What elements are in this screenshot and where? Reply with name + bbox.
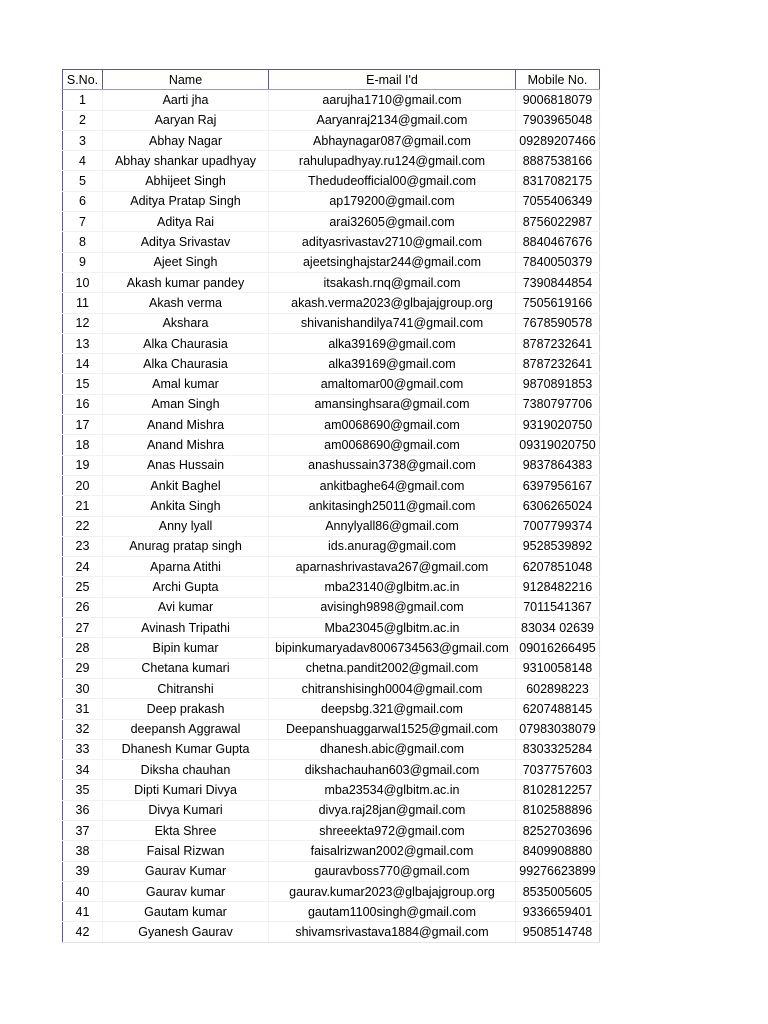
name-cell: Gyanesh Gaurav [103, 922, 269, 942]
email-cell: shivamsrivastava1884@gmail.com [269, 922, 516, 942]
email-cell: bipinkumaryadav8006734563@gmail.com [269, 638, 516, 658]
mobile-cell: 9508514748 [516, 922, 600, 942]
serial-number-cell: 10 [63, 272, 103, 292]
name-cell: Faisal Rizwan [103, 841, 269, 861]
email-cell: akash.verma2023@glbajajgroup.org [269, 293, 516, 313]
mobile-cell: 09319020750 [516, 435, 600, 455]
name-cell: Aaryan Raj [103, 110, 269, 130]
email-cell: anashussain3738@gmail.com [269, 455, 516, 475]
mobile-cell: 6306265024 [516, 496, 600, 516]
name-cell: deepansh Aggrawal [103, 719, 269, 739]
mobile-cell: 602898223 [516, 678, 600, 698]
table-row [63, 597, 600, 617]
mobile-cell: 8102588896 [516, 800, 600, 820]
email-cell: chitranshisingh0004@gmail.com [269, 678, 516, 698]
serial-number-cell: 11 [63, 293, 103, 313]
table-row [63, 252, 600, 272]
serial-number-cell: 24 [63, 557, 103, 577]
serial-number-cell: 1 [63, 90, 103, 110]
name-cell: Divya Kumari [103, 800, 269, 820]
email-cell: dikshachauhan603@gmail.com [269, 760, 516, 780]
mobile-cell: 9336659401 [516, 902, 600, 922]
table-row [63, 678, 600, 698]
serial-number-cell: 17 [63, 415, 103, 435]
name-cell: Anurag pratap singh [103, 536, 269, 556]
email-cell: Abhaynagar087@gmail.com [269, 130, 516, 150]
email-cell: Thedudeofficial00@gmail.com [269, 171, 516, 191]
serial-number-cell: 33 [63, 739, 103, 759]
table-row [63, 902, 600, 922]
name-cell: Ajeet Singh [103, 252, 269, 272]
mobile-cell: 8840467676 [516, 232, 600, 252]
name-cell: Anand Mishra [103, 415, 269, 435]
serial-number-cell: 16 [63, 394, 103, 414]
mobile-cell: 6207488145 [516, 699, 600, 719]
email-cell: faisalrizwan2002@gmail.com [269, 841, 516, 861]
header-serial-number: S.No. [63, 70, 103, 90]
name-cell: Aditya Srivastav [103, 232, 269, 252]
serial-number-cell: 4 [63, 151, 103, 171]
email-cell: Annylyall86@gmail.com [269, 516, 516, 536]
table-row [63, 577, 600, 597]
name-cell: Deep prakash [103, 699, 269, 719]
header-mobile: Mobile No. [516, 70, 600, 90]
email-cell: itsakash.rnq@gmail.com [269, 272, 516, 292]
serial-number-cell: 3 [63, 130, 103, 150]
name-cell: Dipti Kumari Divya [103, 780, 269, 800]
mobile-cell: 7903965048 [516, 110, 600, 130]
email-cell: gaurav.kumar2023@glbajajgroup.org [269, 881, 516, 901]
table-row [63, 354, 600, 374]
email-cell: deepsbg.321@gmail.com [269, 699, 516, 719]
serial-number-cell: 14 [63, 354, 103, 374]
mobile-cell: 8787232641 [516, 333, 600, 353]
mobile-cell: 7055406349 [516, 191, 600, 211]
name-cell: Amal kumar [103, 374, 269, 394]
email-cell: amansinghsara@gmail.com [269, 394, 516, 414]
name-cell: Alka Chaurasia [103, 354, 269, 374]
table-row [63, 496, 600, 516]
name-cell: Anand Mishra [103, 435, 269, 455]
table-row [63, 638, 600, 658]
mobile-cell: 09016266495 [516, 638, 600, 658]
serial-number-cell: 34 [63, 760, 103, 780]
email-cell: Mba23045@glbitm.ac.in [269, 618, 516, 638]
serial-number-cell: 12 [63, 313, 103, 333]
mobile-cell: 9319020750 [516, 415, 600, 435]
mobile-cell: 9528539892 [516, 536, 600, 556]
serial-number-cell: 42 [63, 922, 103, 942]
name-cell: Gautam kumar [103, 902, 269, 922]
table-row [63, 151, 600, 171]
email-cell: alka39169@gmail.com [269, 354, 516, 374]
table-row [63, 374, 600, 394]
table-row [63, 841, 600, 861]
table-row [63, 232, 600, 252]
table-row [63, 760, 600, 780]
name-cell: Akash kumar pandey [103, 272, 269, 292]
header-email: E-mail I'd [269, 70, 516, 90]
table-row [63, 820, 600, 840]
mobile-cell: 8303325284 [516, 739, 600, 759]
mobile-cell: 9870891853 [516, 374, 600, 394]
serial-number-cell: 40 [63, 881, 103, 901]
name-cell: Alka Chaurasia [103, 333, 269, 353]
serial-number-cell: 15 [63, 374, 103, 394]
serial-number-cell: 41 [63, 902, 103, 922]
email-cell: dhanesh.abic@gmail.com [269, 739, 516, 759]
mobile-cell: 9128482216 [516, 577, 600, 597]
name-cell: Avi kumar [103, 597, 269, 617]
table-row [63, 110, 600, 130]
name-cell: Aparna Atithi [103, 557, 269, 577]
email-cell: alka39169@gmail.com [269, 333, 516, 353]
name-cell: Diksha chauhan [103, 760, 269, 780]
table-row [63, 435, 600, 455]
mobile-cell: 8535005605 [516, 881, 600, 901]
email-cell: arai32605@gmail.com [269, 212, 516, 232]
email-cell: mba23534@glbitm.ac.in [269, 780, 516, 800]
name-cell: Abhijeet Singh [103, 171, 269, 191]
header-name: Name [103, 70, 269, 90]
serial-number-cell: 32 [63, 719, 103, 739]
table-row [63, 516, 600, 536]
email-cell: adityasrivastav2710@gmail.com [269, 232, 516, 252]
mobile-cell: 8102812257 [516, 780, 600, 800]
mobile-cell: 7505619166 [516, 293, 600, 313]
serial-number-cell: 23 [63, 536, 103, 556]
table-row [63, 719, 600, 739]
mobile-cell: 7678590578 [516, 313, 600, 333]
mobile-cell: 7840050379 [516, 252, 600, 272]
mobile-cell: 8409908880 [516, 841, 600, 861]
email-cell: ajeetsinghajstar244@gmail.com [269, 252, 516, 272]
mobile-cell: 09289207466 [516, 130, 600, 150]
table-row [63, 658, 600, 678]
mobile-cell: 8887538166 [516, 151, 600, 171]
email-cell: aarujha1710@gmail.com [269, 90, 516, 110]
table-row [63, 800, 600, 820]
table-row [63, 699, 600, 719]
mobile-cell: 6397956167 [516, 475, 600, 495]
name-cell: Ekta Shree [103, 820, 269, 840]
serial-number-cell: 13 [63, 333, 103, 353]
table-row [63, 922, 600, 942]
serial-number-cell: 38 [63, 841, 103, 861]
table-row [63, 212, 600, 232]
contact-table [62, 69, 600, 943]
table-body [63, 90, 600, 942]
header-row [63, 70, 600, 90]
table-row [63, 130, 600, 150]
name-cell: Aditya Pratap Singh [103, 191, 269, 211]
name-cell: Gaurav kumar [103, 881, 269, 901]
mobile-cell: 7007799374 [516, 516, 600, 536]
mobile-cell: 6207851048 [516, 557, 600, 577]
mobile-cell: 8317082175 [516, 171, 600, 191]
serial-number-cell: 7 [63, 212, 103, 232]
table-row [63, 191, 600, 211]
table-row [63, 780, 600, 800]
serial-number-cell: 28 [63, 638, 103, 658]
mobile-cell: 8756022987 [516, 212, 600, 232]
table-row [63, 333, 600, 353]
mobile-cell: 9310058148 [516, 658, 600, 678]
name-cell: Akash verma [103, 293, 269, 313]
table-row [63, 475, 600, 495]
table-row [63, 455, 600, 475]
mobile-cell: 9006818079 [516, 90, 600, 110]
serial-number-cell: 5 [63, 171, 103, 191]
table-row [63, 739, 600, 759]
serial-number-cell: 20 [63, 475, 103, 495]
mobile-cell: 07983038079 [516, 719, 600, 739]
name-cell: Abhay shankar upadhyay [103, 151, 269, 171]
table-row [63, 536, 600, 556]
mobile-cell: 7380797706 [516, 394, 600, 414]
table-row [63, 618, 600, 638]
email-cell: rahulupadhyay.ru124@gmail.com [269, 151, 516, 171]
serial-number-cell: 19 [63, 455, 103, 475]
mobile-cell: 99276623899 [516, 861, 600, 881]
name-cell: Aarti jha [103, 90, 269, 110]
name-cell: Bipin kumar [103, 638, 269, 658]
serial-number-cell: 21 [63, 496, 103, 516]
serial-number-cell: 2 [63, 110, 103, 130]
email-cell: mba23140@glbitm.ac.in [269, 577, 516, 597]
serial-number-cell: 9 [63, 252, 103, 272]
email-cell: avisingh9898@gmail.com [269, 597, 516, 617]
email-cell: amaltomar00@gmail.com [269, 374, 516, 394]
table-row [63, 293, 600, 313]
name-cell: Ankita Singh [103, 496, 269, 516]
serial-number-cell: 18 [63, 435, 103, 455]
email-cell: am0068690@gmail.com [269, 415, 516, 435]
serial-number-cell: 36 [63, 800, 103, 820]
name-cell: Abhay Nagar [103, 130, 269, 150]
email-cell: divya.raj28jan@gmail.com [269, 800, 516, 820]
serial-number-cell: 27 [63, 618, 103, 638]
serial-number-cell: 37 [63, 820, 103, 840]
table-row [63, 313, 600, 333]
name-cell: Anny lyall [103, 516, 269, 536]
table-row [63, 394, 600, 414]
name-cell: Archi Gupta [103, 577, 269, 597]
table-row [63, 272, 600, 292]
name-cell: Avinash Tripathi [103, 618, 269, 638]
serial-number-cell: 6 [63, 191, 103, 211]
name-cell: Ankit Baghel [103, 475, 269, 495]
email-cell: am0068690@gmail.com [269, 435, 516, 455]
email-cell: ankitbaghe64@gmail.com [269, 475, 516, 495]
name-cell: Chetana kumari [103, 658, 269, 678]
email-cell: ankitasingh25011@gmail.com [269, 496, 516, 516]
table-row [63, 881, 600, 901]
email-cell: ids.anurag@gmail.com [269, 536, 516, 556]
serial-number-cell: 29 [63, 658, 103, 678]
table-row [63, 557, 600, 577]
serial-number-cell: 30 [63, 678, 103, 698]
name-cell: Akshara [103, 313, 269, 333]
name-cell: Gaurav Kumar [103, 861, 269, 881]
table-row [63, 415, 600, 435]
email-cell: ap179200@gmail.com [269, 191, 516, 211]
serial-number-cell: 26 [63, 597, 103, 617]
mobile-cell: 7390844854 [516, 272, 600, 292]
table-row [63, 861, 600, 881]
serial-number-cell: 25 [63, 577, 103, 597]
email-cell: gauravboss770@gmail.com [269, 861, 516, 881]
table-row [63, 90, 600, 110]
mobile-cell: 7011541367 [516, 597, 600, 617]
name-cell: Chitranshi [103, 678, 269, 698]
name-cell: Anas Hussain [103, 455, 269, 475]
mobile-cell: 8252703696 [516, 820, 600, 840]
name-cell: Aditya Rai [103, 212, 269, 232]
mobile-cell: 7037757603 [516, 760, 600, 780]
serial-number-cell: 31 [63, 699, 103, 719]
serial-number-cell: 35 [63, 780, 103, 800]
email-cell: shivanishandilya741@gmail.com [269, 313, 516, 333]
name-cell: Dhanesh Kumar Gupta [103, 739, 269, 759]
email-cell: chetna.pandit2002@gmail.com [269, 658, 516, 678]
table-row [63, 171, 600, 191]
email-cell: shreeekta972@gmail.com [269, 820, 516, 840]
email-cell: aparnashrivastava267@gmail.com [269, 557, 516, 577]
email-cell: Deepanshuaggarwal1525@gmail.com [269, 719, 516, 739]
name-cell: Aman Singh [103, 394, 269, 414]
mobile-cell: 9837864383 [516, 455, 600, 475]
serial-number-cell: 22 [63, 516, 103, 536]
serial-number-cell: 39 [63, 861, 103, 881]
serial-number-cell: 8 [63, 232, 103, 252]
mobile-cell: 83034 02639 [516, 618, 600, 638]
mobile-cell: 8787232641 [516, 354, 600, 374]
table-header [63, 70, 600, 90]
email-cell: Aaryanraj2134@gmail.com [269, 110, 516, 130]
email-cell: gautam1100singh@gmail.com [269, 902, 516, 922]
